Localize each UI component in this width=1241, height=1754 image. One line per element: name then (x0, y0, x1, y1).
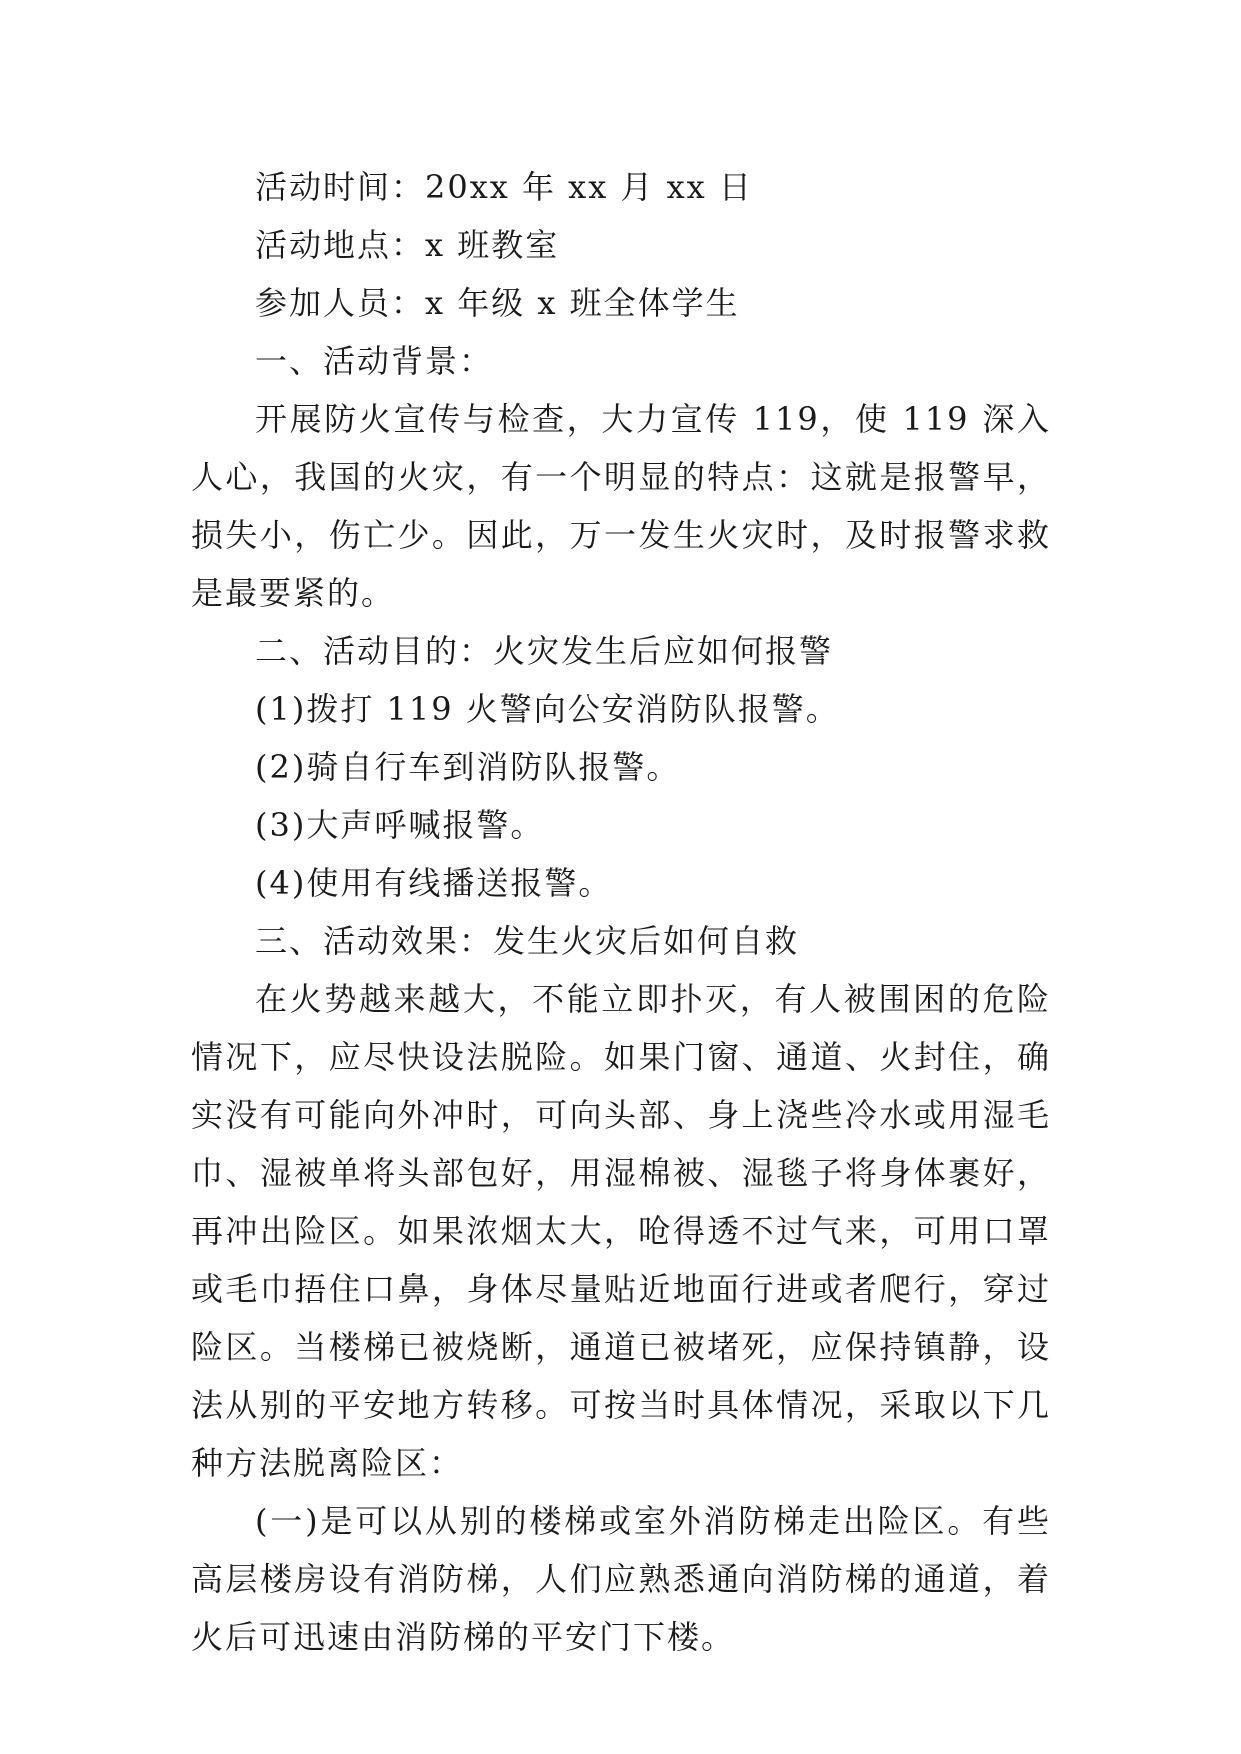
section-heading-purpose: 二、活动目的：火灾发生后应如何报警 (255, 632, 834, 670)
list-item: (4)使用有线播送报警。 (255, 864, 613, 902)
activity-place: 活动地点：x 班教室 (255, 226, 560, 264)
section-heading-background: 一、活动背景： (255, 342, 494, 380)
activity-time: 活动时间：20xx 年 xx 月 xx 日 (255, 168, 753, 206)
document-body (191, 158, 1051, 1666)
escape-method-paragraph: (一)是可以从别的楼梯或室外消防梯走出险区。有些高层楼房设有消防梯，人们应熟悉通向消防梯的通道，着火后可迅速由消防梯的平安门下楼。 (191, 1502, 1051, 1656)
list-item: (3)大声呼喊报警。 (255, 806, 545, 844)
section-heading-effect: 三、活动效果：发生火灾后如何自救 (255, 922, 800, 960)
self-rescue-paragraph: 在火势越来越大，不能立即扑灭，有人被围困的危险情况下，应尽快设法脱险。如果门窗、通道、火封住，确实没有可能向外冲时，可向头部、身上浇些冷水或用湿毛巾、湿被单将头部包好，用湿棉被、湿毯子将身体裹好，再冲出险区。如果浓烟太大，呛得透不过气来，可用口罩或毛巾捂住口鼻，身体尽量贴近地面行进或者爬行，穿过险区。当楼梯已被烧断，通道已被堵死，应保持镇静，设法从别的平安地方转移。可按当时具体情况，采取以下几种方法脱离险区： (191, 980, 1051, 1482)
background-paragraph: 开展防火宣传与检查，大力宣传 119，使 119 深入人心，我国的火灾，有一个明显的特点：这就是报警早，损失小，伤亡少。因此，万一发生火灾时，及时报警求救是最要紧的。 (191, 400, 1051, 612)
list-item: (1)拨打 119 火警向公安消防队报警。 (255, 690, 840, 728)
activity-participants: 参加人员：x 年级 x 班全体学生 (255, 284, 740, 322)
list-item: (2)骑自行车到消防队报警。 (255, 748, 681, 786)
